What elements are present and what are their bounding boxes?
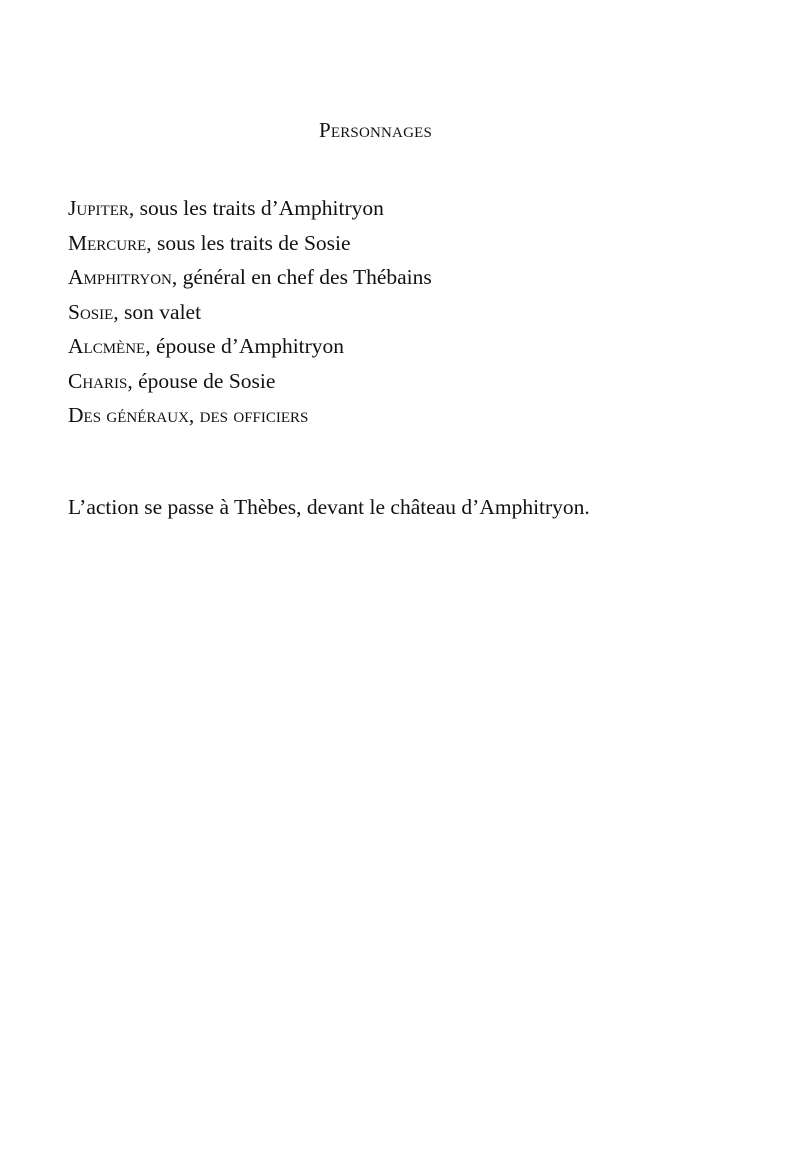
page-title: Personnages <box>318 118 433 142</box>
character-entry <box>68 366 432 401</box>
character-description: , général en chef des Thébains <box>171 265 432 289</box>
character-description: , son valet <box>113 299 202 324</box>
character-description: , épouse d’Amphitryon <box>145 334 345 358</box>
character-name: Sosie <box>68 299 114 324</box>
character-description: , sous les traits de Sosie <box>146 230 351 255</box>
character-entry <box>68 262 432 297</box>
character-entry <box>68 331 432 366</box>
character-description: , épouse de Sosie <box>127 368 276 393</box>
character-entry <box>68 193 432 228</box>
character-name: Des généraux, des officiers <box>68 403 309 427</box>
character-name: Alcmène <box>68 334 146 358</box>
character-name: Charis <box>68 368 128 393</box>
character-entry <box>68 400 432 435</box>
character-name: Jupiter <box>68 196 129 220</box>
setting-note: L’action se passe à Thèbes, devant le château d’Amphitryon. <box>68 495 590 519</box>
character-list <box>68 193 432 435</box>
character-entry <box>68 228 432 263</box>
character-name: Amphitryon <box>68 265 172 289</box>
character-name: Mercure <box>68 230 147 255</box>
character-entry <box>68 297 432 332</box>
character-description: , sous les traits d’Amphitryon <box>128 196 384 220</box>
